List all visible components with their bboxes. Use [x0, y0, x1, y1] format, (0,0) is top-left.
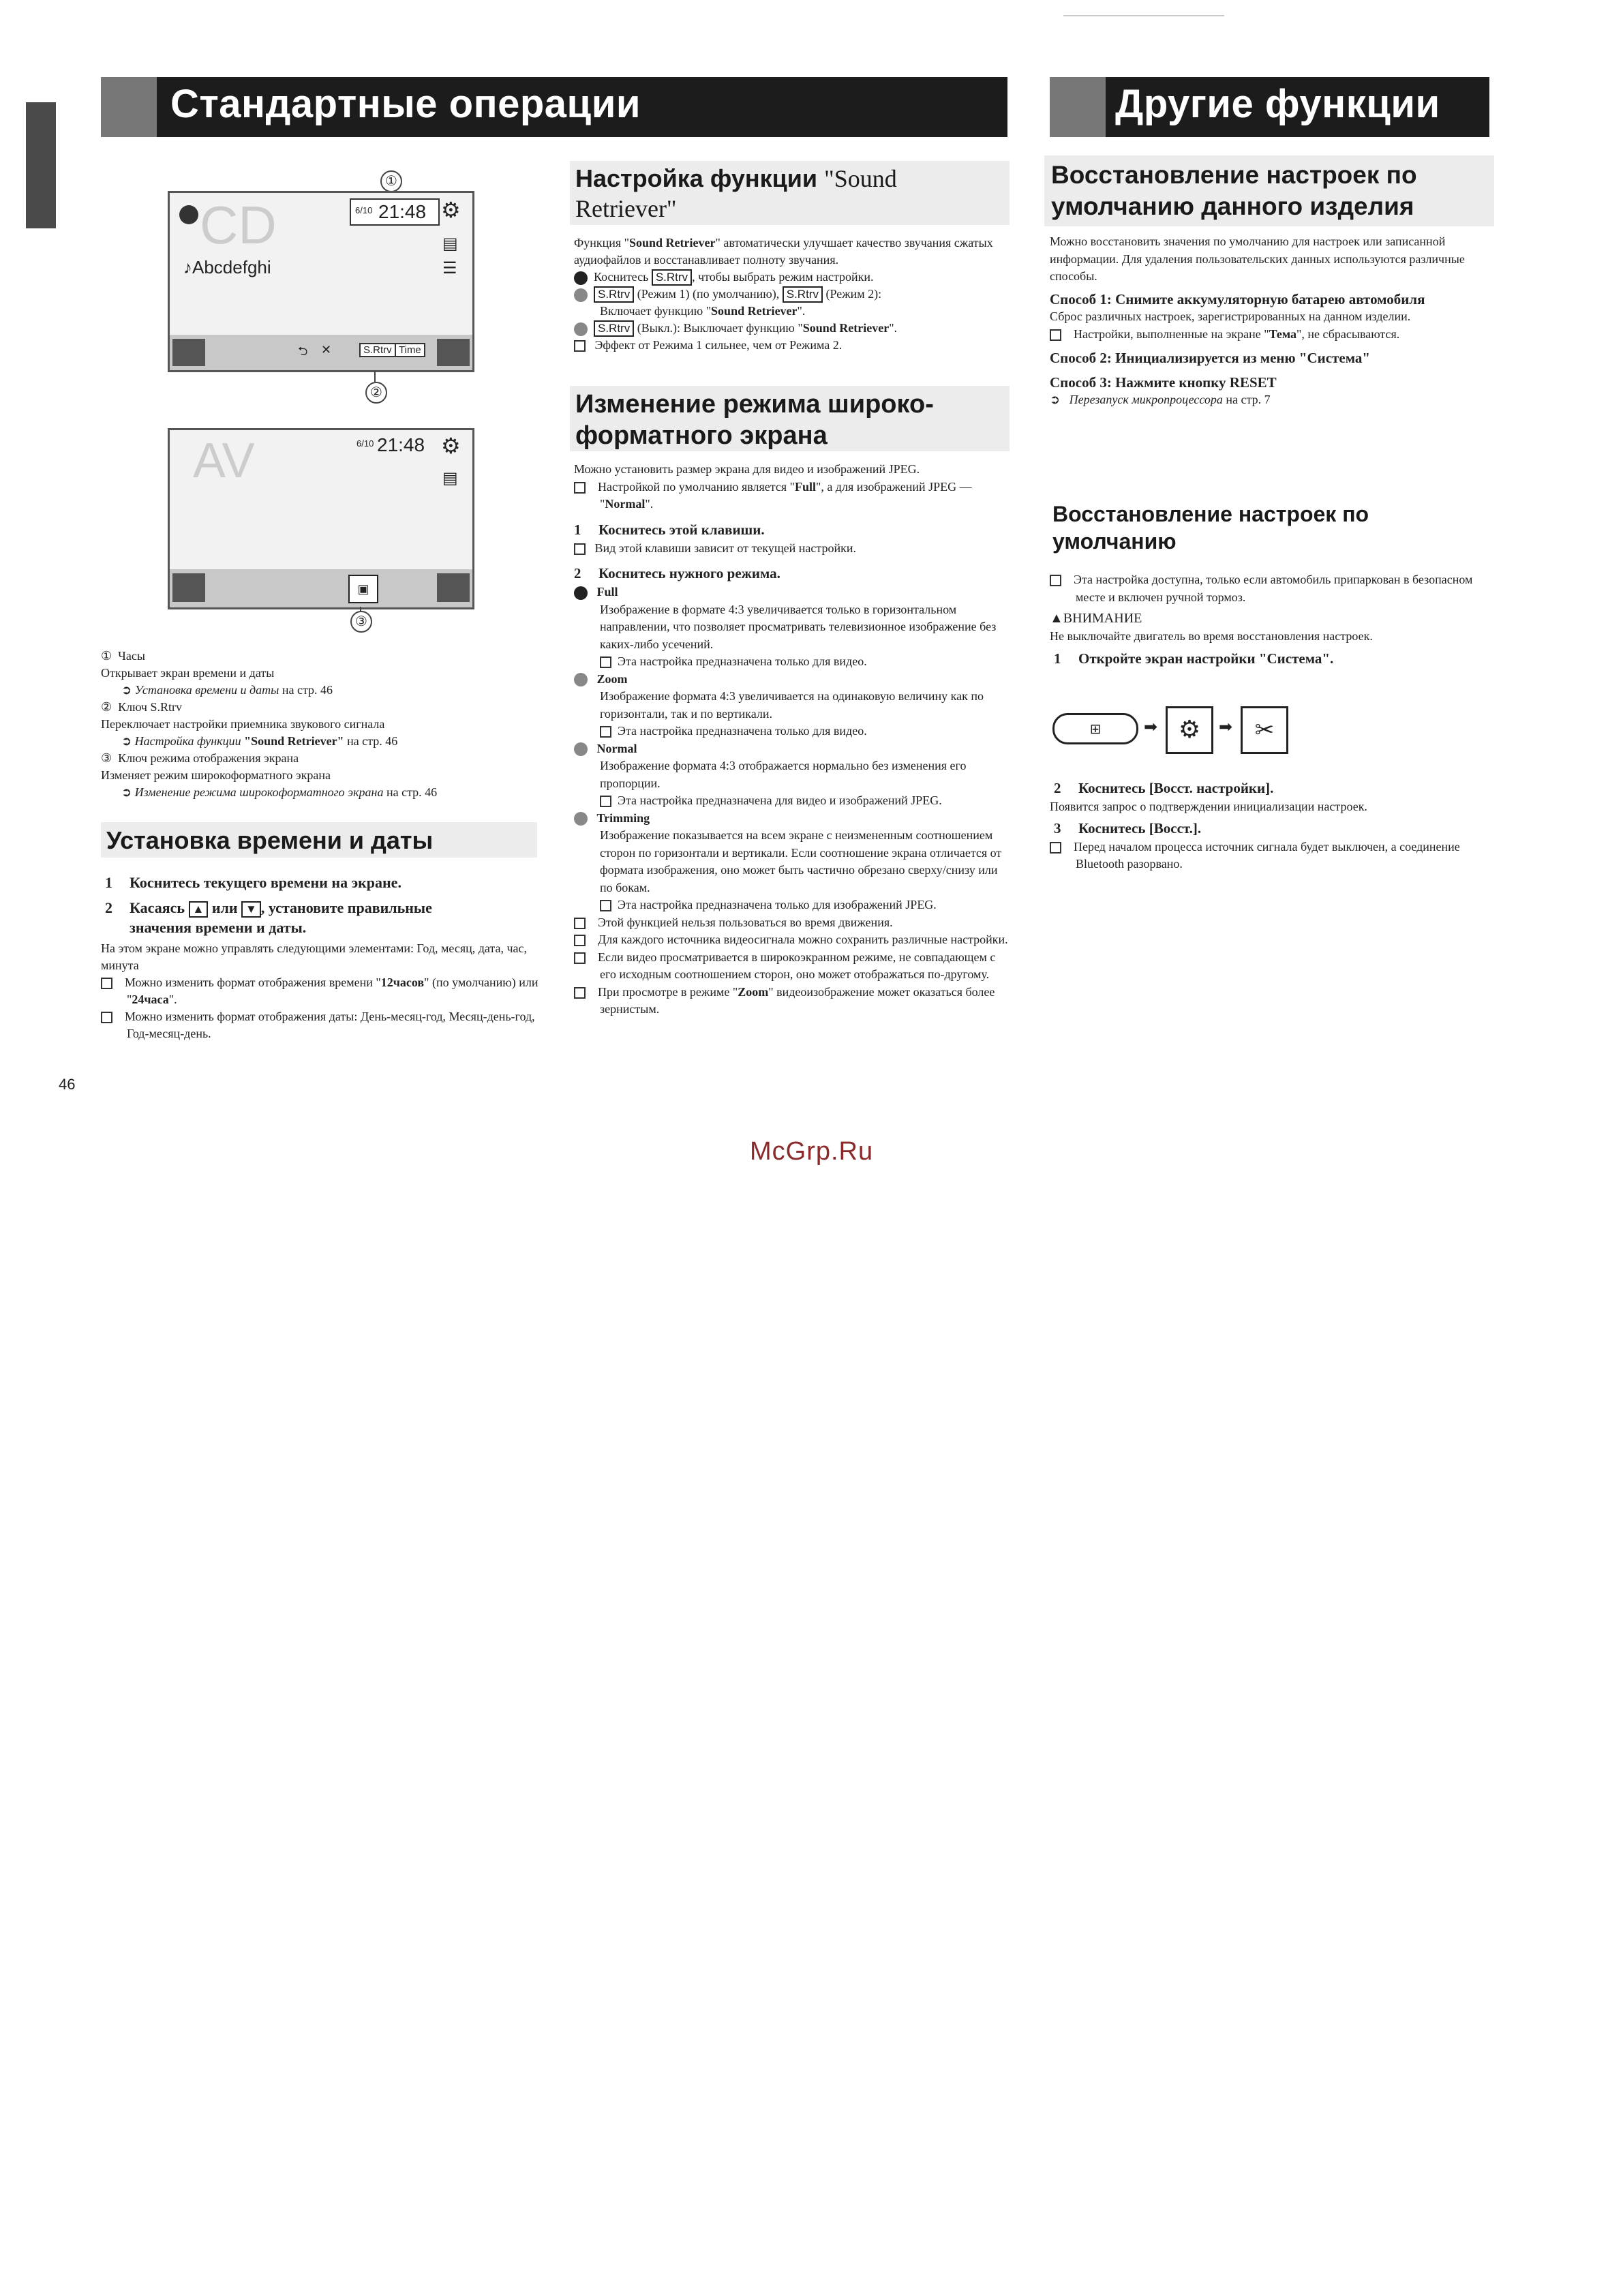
- ref[interactable]: ➲ Перезапуск микропроцессора на стр. 7: [1050, 393, 1271, 406]
- ref-link-bold[interactable]: "Sound Retriever": [244, 734, 344, 748]
- note-icon: [1050, 329, 1061, 341]
- legend-desc: Открывает экран времени и даты: [101, 666, 275, 680]
- step-2: [101, 898, 544, 918]
- legend-num: ②: [101, 700, 112, 714]
- up-arrow-icon[interactable]: ▲: [189, 901, 209, 918]
- note-icon: [574, 543, 586, 555]
- mode-desc: Изображение формата 4:3 увеличивается на одинаковую величину как по горизонтали, так и по вертикали.: [600, 689, 984, 721]
- clock-button[interactable]: [350, 198, 440, 226]
- legend-item-3: [101, 750, 537, 767]
- section-title: Установка времени и даты: [106, 826, 434, 854]
- system-tools-icon[interactable]: ✂: [1241, 706, 1288, 754]
- mode-desc: Изображение показывается на всем экране с неизмененным соотношением сторон по горизонтали и вертикали. Если соотношение экрана отличается от формата изображения, оно может быть частично обрезано сверху/снизу или по бокам.: [600, 828, 1002, 894]
- mode-desc: Изображение в формате 4:3 увеличивается только в горизонтальном направлении, что позволяет просматривать телевизионное изображение без каких-либо усечений.: [600, 602, 997, 651]
- bullet-icon: [574, 742, 588, 756]
- callout-line: [374, 371, 376, 382]
- bottom-bar: [170, 335, 472, 370]
- note: Для каждого источника видеосигнала можно сохранить различные настройки.: [574, 931, 1010, 949]
- ref-page: на стр. 46: [279, 683, 333, 697]
- step-text: значения времени и даты.: [130, 919, 307, 936]
- heading-bg: [1044, 155, 1494, 226]
- callout-3: ③: [350, 611, 372, 633]
- ref-link[interactable]: Изменение режима широкоформатного экрана: [134, 785, 384, 799]
- bullet-icon: [574, 322, 588, 336]
- warning-icon: ▲: [1050, 611, 1063, 626]
- wide-section-body: [574, 461, 1010, 1018]
- legend-item-2: [101, 699, 537, 716]
- scan-line: [1063, 15, 1224, 16]
- way-1: Способ 1: Снимите аккумуляторную батарею автомобиля: [1050, 290, 1425, 307]
- note: Эффект от Режима 1 сильнее, чем от Режима 2.: [574, 337, 1007, 354]
- sound-section-body: [574, 235, 1007, 354]
- legend-desc: Переключает настройки приемника звукового сигнала: [101, 717, 385, 731]
- note: Можно изменить формат отображения даты: День-месяц-год, Месяц-день-год, Год-месяц-день.: [101, 1008, 544, 1042]
- legend-ref[interactable]: ➲ Изменение режима широкоформатного экрана на стр. 46: [121, 785, 438, 799]
- srtrv-key[interactable]: S.Rtrv: [652, 269, 692, 286]
- mode-desc: Изображение формата 4:3 отображается нормально без изменения его пропорции.: [600, 759, 967, 790]
- step-1: 1 Коснитесь этой клавиши.: [574, 521, 765, 538]
- step-1: 1 Откройте экран настройки "Система".: [1054, 650, 1334, 667]
- ref-page: на стр. 7: [1222, 393, 1271, 406]
- note-icon: [574, 918, 586, 929]
- ref-page: на стр. 46: [383, 785, 438, 799]
- srtrv-key[interactable]: S.Rtrv: [594, 286, 634, 303]
- step-text: Коснитесь текущего времени на экране.: [130, 874, 401, 891]
- note: Вид этой клавиши зависит от текущей настройки.: [574, 540, 1010, 558]
- note: Эта настройка предназначена для видео и изображений JPEG.: [574, 792, 1010, 810]
- step-text: , установите правильные: [260, 899, 432, 916]
- page-number: 46: [59, 1076, 76, 1093]
- repeat-icon[interactable]: ⮌: [298, 344, 308, 358]
- bullet-2-cont: Включает функцию "Sound Retriever".: [600, 304, 806, 318]
- legend-label: Часы: [118, 649, 145, 663]
- legend-label: Ключ режима отображения экрана: [118, 751, 299, 765]
- note-icon: [600, 900, 611, 911]
- thumbnail: [437, 573, 470, 602]
- thumbnail: [437, 339, 470, 366]
- way-2: Способ 2: Инициализируется из меню "Система": [1050, 350, 1371, 366]
- heading-block: [1050, 495, 1493, 559]
- check-icon: [179, 205, 198, 224]
- restore-default-steps: [1050, 779, 1493, 873]
- ref-link[interactable]: Перезапуск микропроцессора: [1069, 393, 1223, 406]
- mode-full[interactable]: Full: [574, 584, 1010, 601]
- note: Эта настройка предназначена только для видео.: [574, 723, 1010, 740]
- screen-figure-av: [168, 428, 474, 633]
- legend-item-1: [101, 648, 537, 665]
- step-num: 1: [105, 874, 112, 891]
- settings-gear-icon[interactable]: ⚙: [1166, 706, 1213, 754]
- note: Можно изменить формат отображения времени "12часов" (по умолчанию) или "24часа".: [101, 974, 544, 1008]
- note: Перед началом процесса источник сигнала будет выключен, а соединение Bluetooth разорвано.: [1050, 839, 1493, 873]
- legend-num: ①: [101, 649, 112, 663]
- media-icon[interactable]: ▤: [442, 469, 458, 487]
- source-label: AV: [193, 434, 255, 488]
- thumbnail: [172, 573, 205, 602]
- note-icon: [574, 340, 586, 352]
- note-icon: [1050, 575, 1061, 586]
- section-title: Изменение режима широко- форматного экрана: [575, 390, 934, 450]
- mode-zoom[interactable]: Zoom: [574, 671, 1010, 689]
- thumbnail: [172, 339, 205, 366]
- note-icon: [101, 1012, 112, 1023]
- step-text: Касаясь: [130, 899, 189, 916]
- screen-mode-button[interactable]: ▣: [348, 575, 378, 603]
- section-title: Настройка функции "Sound Retriever": [575, 164, 897, 222]
- watermark-text: McGrp.Ru: [750, 1137, 874, 1166]
- intro: Функция "Sound Retriever" автоматически улучшает качество звучания сжатых аудиофайлов и восстанавливает полноту звучания.: [574, 236, 993, 267]
- arrow-icon: ➡: [1144, 719, 1158, 736]
- note: Если видео просматривается в широкоэкранном режиме, не совпадающем с его исходным соотношением сторон, оно может отображаться по-другому.: [574, 949, 1010, 984]
- ref-link[interactable]: Установка времени и даты: [134, 683, 279, 697]
- note: Настройки, выполненные на экране "Тема", не сбрасываются.: [1050, 326, 1493, 344]
- step-num: 2: [105, 899, 112, 916]
- device-screen: [168, 191, 474, 372]
- note-icon: [574, 935, 586, 946]
- bullet-icon: [574, 673, 588, 686]
- date-small: 6/10: [355, 205, 373, 215]
- heading-bg: [570, 161, 1010, 225]
- step-desc: Появится запрос о подтверждении инициализации настроек.: [1050, 800, 1367, 813]
- clock-time: 21:48: [377, 434, 425, 455]
- restore-default-body: [1050, 571, 1493, 669]
- note-icon: [574, 987, 586, 999]
- mode-normal[interactable]: Normal: [574, 740, 1010, 758]
- bullet-2: S.Rtrv (Режим 1) (по умолчанию), S.Rtrv (Режим 2):: [574, 286, 1007, 303]
- menu-path-icons: [1052, 706, 1311, 754]
- note: Настройкой по умолчанию является "Full", а для изображений JPEG — "Normal".: [574, 479, 1010, 513]
- legend-label: Ключ S.Rtrv: [118, 700, 182, 714]
- note: Эта настройка предназначена только для видео.: [574, 653, 1010, 671]
- callout-2: ②: [365, 382, 387, 404]
- restore-product-body: [1050, 233, 1493, 409]
- track-title: ♪Abcdefghi: [183, 257, 271, 277]
- date-small: 6/10: [357, 438, 374, 449]
- device-screen: [168, 428, 474, 609]
- note-icon: [574, 482, 586, 494]
- note-icon: [600, 796, 611, 807]
- srtrv-button[interactable]: S.Rtrv: [359, 343, 396, 357]
- note: Эта настройка доступна, только если автомобиль припаркован в безопасном месте и включен ручной тормоз.: [1050, 571, 1493, 606]
- down-arrow-icon[interactable]: ▼: [241, 901, 261, 918]
- srtrv-key[interactable]: S.Rtrv: [594, 320, 634, 337]
- bottom-bar: [170, 569, 472, 607]
- heading-bg: [101, 822, 537, 858]
- step-1: [101, 873, 544, 892]
- bullet-3: S.Rtrv (Выкл.): Выключает функцию "Sound Retriever".: [574, 320, 1007, 337]
- ref-page: на стр. 46: [344, 734, 398, 748]
- legend-num: ③: [101, 751, 112, 765]
- gear-icon[interactable]: ⚙: [441, 198, 461, 222]
- section-title: Восстановление настроек по умолчанию: [1052, 502, 1369, 554]
- shuffle-icon[interactable]: ✕: [321, 343, 332, 357]
- ref-link[interactable]: Настройка функции: [134, 734, 245, 748]
- bullet-icon: [574, 586, 588, 600]
- intro: Можно восстановить значения по умолчанию для настроек или записанной информации. Для удаления пользовательских данных используются различные способы.: [1050, 235, 1465, 283]
- srtrv-key[interactable]: S.Rtrv: [783, 286, 823, 303]
- banner-square: [101, 77, 157, 137]
- callout-1: ①: [380, 170, 402, 192]
- clock-time: 21:48: [378, 201, 427, 222]
- section-banner-standard: [101, 77, 1007, 137]
- bullet-icon: [574, 271, 588, 285]
- banner-title: Стандартные операции: [170, 82, 641, 126]
- body-text: На этом экране можно управлять следующими элементами: Год, месяц, дата, час, минута: [101, 941, 528, 972]
- section-banner-other: [1050, 77, 1489, 137]
- bullet-icon: [574, 812, 588, 826]
- bullet-1: Коснитесь S.Rtrv , чтобы выбрать режим настройки.: [574, 269, 1007, 286]
- step-3: 3 Коснитесь [Восст.].: [1054, 819, 1202, 836]
- bullet-icon: [574, 288, 588, 302]
- note: Эта настройка предназначена только для изображений JPEG.: [574, 896, 1010, 914]
- intro: Можно установить размер экрана для видео и изображений JPEG.: [574, 462, 920, 476]
- time-section-body: [101, 873, 544, 1042]
- time-button[interactable]: Time: [395, 343, 425, 357]
- heading-bg: [570, 386, 1010, 451]
- step-text: или: [208, 899, 242, 916]
- step-2: 2 Коснитесь [Восст. настройки].: [1054, 780, 1274, 796]
- clock-button[interactable]: [354, 434, 441, 459]
- page-edge-tab: [26, 102, 56, 228]
- note: Этой функцией нельзя пользоваться во время движения.: [574, 914, 1010, 932]
- caution-heading: ▲ВНИМАНИЕ: [1050, 611, 1142, 626]
- note-icon: [600, 726, 611, 738]
- note-icon: [1050, 842, 1061, 854]
- caution-text: Не выключайте двигатель во время восстановления настроек.: [1050, 629, 1373, 643]
- legend-desc: Изменяет режим широкоформатного экрана: [101, 768, 331, 782]
- legend-ref[interactable]: ➲ Настройка функции "Sound Retriever" на стр. 46: [121, 734, 398, 748]
- legend-ref[interactable]: ➲ Установка времени и даты на стр. 46: [121, 683, 333, 697]
- source-label: CD: [200, 195, 277, 255]
- banner-title: Другие функции: [1115, 82, 1440, 126]
- menu-button-icon[interactable]: ⊞: [1052, 713, 1138, 744]
- section-title: Восстановление настроек по умолчанию данного изделия: [1051, 161, 1417, 220]
- arrow-icon: ➡: [1219, 719, 1233, 736]
- gear-icon[interactable]: ⚙: [441, 434, 461, 458]
- step-2: 2 Коснитесь нужного режима.: [574, 565, 780, 581]
- mode-trimming[interactable]: Trimming: [574, 810, 1010, 828]
- note-icon: [574, 952, 586, 964]
- screen-figure-cd: [168, 170, 474, 402]
- way-desc: Сброс различных настроек, зарегистрированных на данном изделии.: [1050, 309, 1411, 323]
- way-3: Способ 3: Нажмите кнопку RESET: [1050, 374, 1277, 391]
- note: При просмотре в режиме "Zoom" видеоизображение может оказаться более зернистым.: [574, 984, 1010, 1018]
- note-icon: [600, 656, 611, 668]
- banner-square: [1050, 77, 1106, 137]
- media-icon[interactable]: ▤: [442, 235, 458, 253]
- figure-legend: [101, 648, 537, 801]
- note-icon: [101, 978, 112, 989]
- list-icon[interactable]: ☰: [442, 259, 457, 277]
